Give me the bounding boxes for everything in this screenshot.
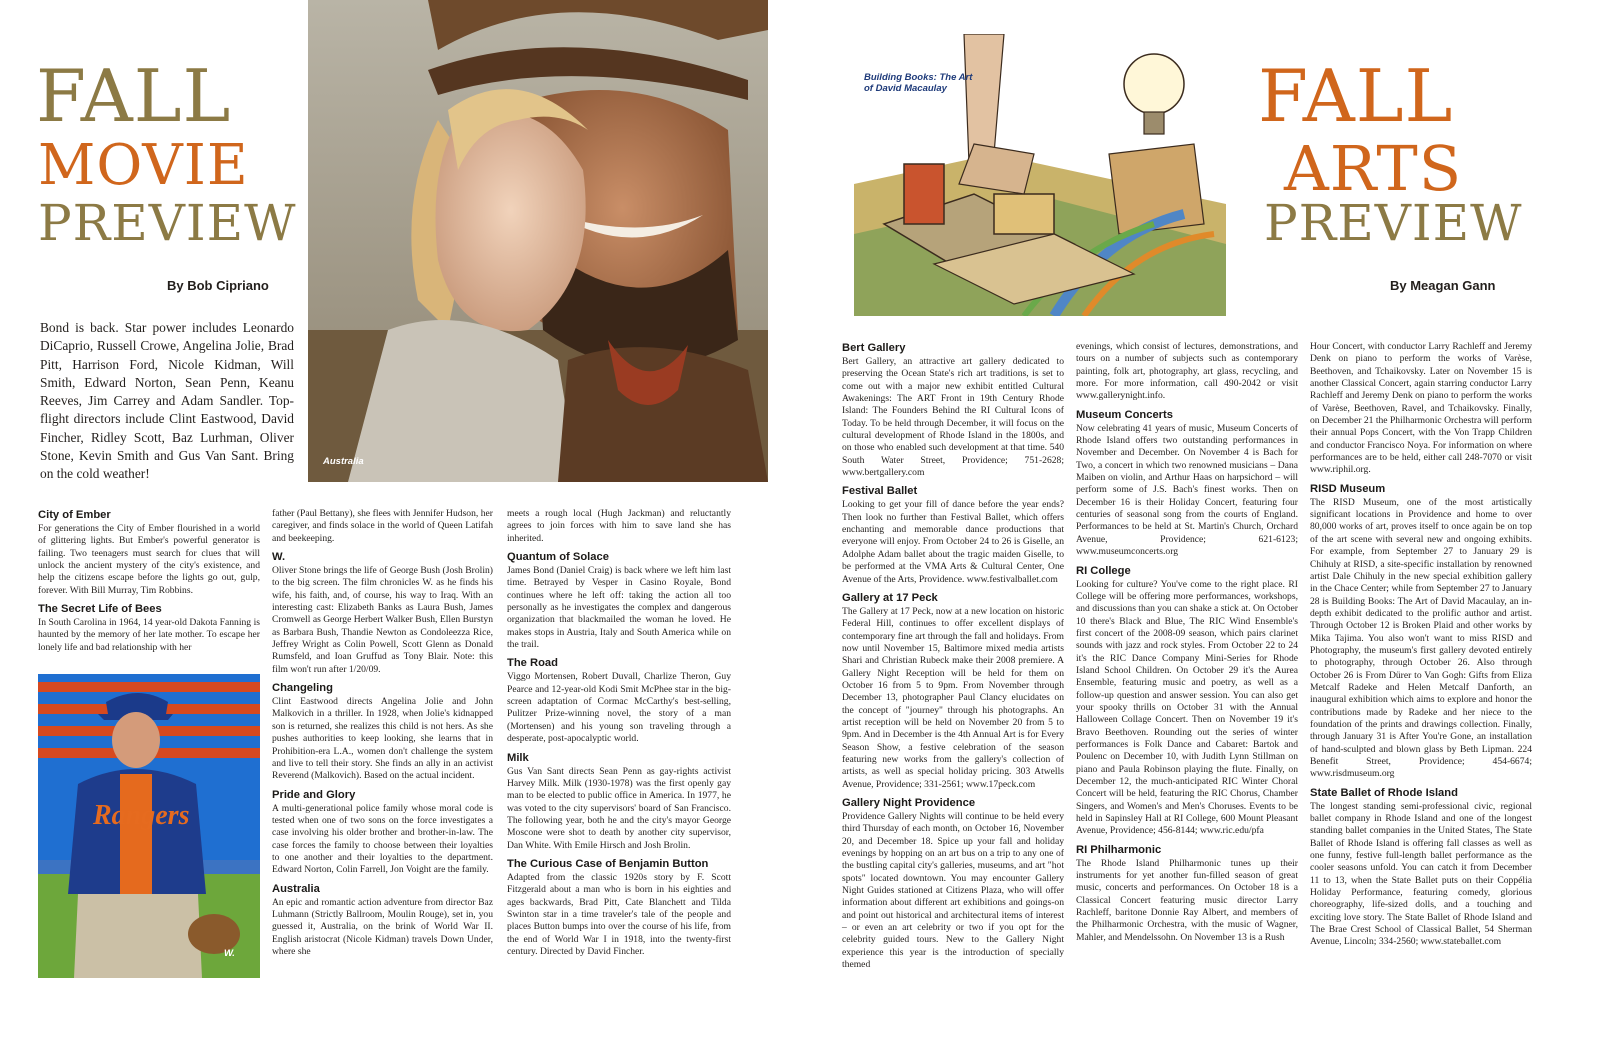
- left-column-1: [38, 508, 260, 654]
- article-body: James Bond (Daniel Craig) is back where we left him last time. Betrayed by Vesper in Casino Royale, Bond continues where he left off: taking the action all too personally as he investigates the complex and dangerous organization that blackmailed the woman he loved. He makes stops in Austria, Italy and South America while on the trail.: [507, 565, 731, 651]
- article-body: Clint Eastwood directs Angelina Jolie and John Malkovich in a thriller. In 1928, when Jolie's kidnapped son is returned, she realizes this child is not hers. As she pushes authorities to keep looking, she learns that in Prohibition-era L.A., women don't challenge the system and live to tell their story. She finds an ally in an activist Reverend (Malkovich). Based on the actual incident.: [272, 696, 493, 782]
- article-heading: Gallery Night Providence: [842, 797, 976, 809]
- australia-photo: [308, 0, 768, 482]
- article-heading: State Ballet of Rhode Island: [1310, 786, 1458, 799]
- article-heading: RISD Museum: [1310, 482, 1386, 495]
- article-heading: Gallery at 17 Peck: [842, 591, 938, 604]
- title-preview: PREVIEW: [38, 194, 297, 252]
- article-heading: Pride and Glory: [272, 788, 356, 801]
- right-column-3: [1310, 341, 1532, 949]
- article-heading: The Secret Life of Bees: [38, 603, 162, 616]
- title-fall: FALL: [36, 54, 232, 138]
- article-body: meets a rough local (Hugh Jackman) and reluctantly agrees to join forces with him to save land she has inherited.: [507, 508, 731, 544]
- left-column-2: [272, 508, 493, 958]
- article-body: Gus Van Sant directs Sean Penn as gay-rights activist Harvey Milk. Milk (1930-1978) was the first openly gay man to be elected to public office in America. In 1977, he was voted to the city supervisors' board of San Francisco. The following year, both he and the city's mayor George Moscone were shot to death by another city supervisor, Dan White. With Emile Hirsch and Josh Brolin.: [507, 765, 731, 851]
- macaulay-illustration: [854, 34, 1226, 316]
- article-body: Adapted from the classic 1920s story by F. Scott Fitzgerald about a man who is born in his eighties and ages backwards, Brad Pitt, Cate Blanchett and Tilda Swinton star in a time traveler's tale of the people and places Button bumps into over the course of his life, from the end of World War I in 1918, into the twenty-first century. Directed by David Fincher.: [507, 871, 731, 957]
- w-photo: [38, 674, 260, 978]
- australia-caption: Australia: [323, 456, 364, 467]
- article-body: Bert Gallery, an attractive art gallery dedicated to preserving the Ocean State's rich art traditions, is set to come out with a major new exhibit entitled Cultural Awakenings: The ART Front in 19th Century Rhode Island: The Founders Behind the RI Cultural Icons of Today. To be held through December, it will focus on the cultural development of Rhode Island in the 1800s, and on those who enabled such development at that time. 540 South Water Street, Providence; 751-2628; www.bertgallery.com: [842, 356, 1064, 479]
- article-heading: Australia: [272, 882, 320, 895]
- australia-photo-image: [308, 0, 768, 482]
- article-body: The longest standing semi-professional civic, regional ballet company in Rhode Island and one of the longest standing ballet companies in the United States, The State Ballet of Rhode Island is offering fall classes as well as one funny, festive full-length ballet performance as the cooler seasons unfold. You can catch it from December 11 to 13, when the State Ballet puts on their Coppélia Holiday Performance, featuring comedy, glorious choreography, life-sized dolls, and a touching and exciting love story. The State Ballet of Rhode Island and The Brae Crest School of Classical Ballet, 54 Sherman Avenue, Lincoln; 334-2560; www.stateballet.com: [1310, 800, 1532, 948]
- article-body: Looking to get your fill of dance before the year ends? Then look no further than Festival Ballet, which offers enchanting and memorable dance productions that everyone will enjoy. From October 24 to 26 is Giselle, an Adolphe Adam ballet about the tragic maiden Giselle, to be performed at the VMA Arts & Cultural Center, One Avenue of the Arts, Providence. www.festivalballet.com: [842, 499, 1064, 585]
- illustration-caption: Building Books: The Art of David Macaulay: [864, 72, 973, 94]
- article-body: An epic and romantic action adventure from director Baz Luhmann (Strictly Ballroom, Moulin Rouge), set in, you guessed it, Australia, on the brink of World War II. English aristocrat (Nicole Kidman) travels Down Under, where she: [272, 896, 493, 957]
- article-body: evenings, which consist of lectures, demonstrations, and tours on a number of subjects such as contemporary painting, folk art, photography, art glass, recycling, and more. For more information, call 490-2042 or visit www.gallerynight.info.: [1076, 341, 1298, 402]
- article-body: Now celebrating 41 years of music, Museum Concerts of Rhode Island offers two outstanding performances in November and December. On November 4 is Bach for Two, a concert in which two renowned musicians – Dana Maiben on violin, and Arthur Haas on harpsichord – will perform some of J.S. Bach's finest works. Then on December 16 is their Holiday Concert, featuring four centuries of seasonal song from the courts of England. Performances to be held at St. Martin's Church, Orchard Avenue, Providence; 621-6123; www.museumconcerts.org: [1076, 422, 1298, 558]
- right-page: [800, 0, 1600, 1057]
- article-heading: RI College: [1076, 564, 1131, 577]
- byline: By Meagan Gann: [1390, 278, 1496, 293]
- article-heading: RI Philharmonic: [1076, 843, 1162, 856]
- svg-text:Rangers: Rangers: [93, 800, 190, 831]
- article-body: Hour Concert, with conductor Larry Rachleff and Jeremy Denk on piano to perform the works of Varèse, Beethoven, and Tchaikovsky. Later on November 15 is another Classical Concert, again starring conductor Larry Rachleff and Jeremy Denk on piano to perform the works of Varèse, Beethoven, Ravel, and Tchaikovsky. Finally, on December 21 the Philharmonic Orchestra will perform their annual Pops Concert, with the Von Trapp Children and conductor Francisco Noya. For information on where performances are to be held, either call 248-7070 or visit www.riphil.org.: [1310, 341, 1532, 476]
- article-heading: Bert Gallery: [842, 342, 906, 354]
- article-heading: The Road: [507, 657, 558, 670]
- title-arts: ARTS: [1284, 132, 1463, 205]
- article-body: For generations the City of Ember flourished in a world of glittering lights. But Ember's powerful generator is failing. Two teenagers must search for clues that will unlock the ancient mystery of the city's existence, and help the citizens escape before the lights go out, gulp, forever. With Bill Murray, Tim Robbins.: [38, 523, 260, 596]
- title-preview: PREVIEW: [1264, 194, 1523, 252]
- title-movie: MOVIE: [38, 133, 249, 198]
- article-body: Oliver Stone brings the life of George Bush (Josh Brolin) to the big screen. The film chronicles W. as he finds his wife, his faith, and, of course, his way to Iraq. With an interesting cast: Elizabeth Banks as Laura Bush, James Cromwell as George Herbert Walker Bush, Ellen Burstyn as Barbara Bush, Thandie Newton as Condoleezza Rice, Jeffrey Wright as Colin Powell, Scott Glenn as Donald Rumsfeld, and Ioan Gruffud as Tony Blair. Note: this film won't run after 1/20/09.: [272, 565, 493, 675]
- article-body: Looking for culture? You've come to the right place. RI College will be offering more performances, workshops, and discussions than you can shake a stick at. On October 10 there's Black and Blue, The RIC Wind Ensemble's first concert of the 2008-09 season, which pairs clarinet sounds with jazz and rock styles. From October 22 to 24 it's the RIC Dance Company Mini-Series for Rhode Island School Children. On October 29 it's the Aurea Ensemble, featuring music and poetry, as well as a follow-up question and answer session. You can also get your spooky thrills on October 31 with the Annual Halloween Collage Concert. Then on November 19 it's Bravo Beethoven. Rounding out the series of winter performances is Folk Dance and Cabaret: Bartok and Poulenc on December 10, with Judith Lynn Stillman on piano and Paula Robinson playing the flute. Finally, on December 12, the much-anticipated RIC Winter Choral Concert will be held, featuring the RIC Chorus, Chamber Singers, and Women's and Men's Choruses. Events to be held in Sapinsley Hall at RI College, 600 Mount Pleasant Avenue, Providence; 456-8144; www.ric.edu/pfa: [1076, 578, 1298, 837]
- article-body: Viggo Mortensen, Robert Duvall, Charlize Theron, Guy Pearce and 12-year-old Kodi Smit McPhee star in the big-screen adaptation of Cormac McCarthy's best-selling, Pulitzer Prize-winning novel, the story of a man (Mortensen) and his young son traveling through a desperate, post-apocalyptic world.: [507, 671, 731, 745]
- article-body: The RISD Museum, one of the most artistically significant locations in Providence and home to over 80,000 works of art, proves itself to once again be on top of the art scene with several new and ongoing exhibits. For example, from September 27 to January 29 is Chihuly at RISD, a site-specific installation by renowned artist Dale Chihuly in the new special exhibition gallery in the Chace Center; while from September 27 to January 28 is Building Books: The Art of David Macaulay, an in-depth exhibit dedicated to the prolific author and artist. Through October 12 is Broken Plaid and other works by Mika Tajima. You also won't want to miss RISD and Photography, the museum's first gallery devoted entirely to photography, through October 26. Also through October 26 is From Dürer to Van Gogh: Gifts from Eliza Metcalf Radeke and Helen Metcalf Danforth, an inaugural exhibition which aims to explore and honor the contributions made by Radeke and her niece to the foundation of the prints and drawings collection. Finally, through January 31 is After You're Gone, an installation of hand-sculpted and blown glass by Beth Lipman. 224 Benefit Street, Providence; 454-6674; www.risdmuseum.org: [1310, 496, 1532, 780]
- right-column-1: [842, 341, 1064, 971]
- byline: By Bob Cipriano: [167, 278, 269, 293]
- article-body: Providence Gallery Nights will continue to be held every third Thursday of each month, on October 16, November 20, and December 18. Spice up your fall and holiday evenings by hopping on an art bus on a trip to any one of the bustling capital city's galleries, museums, and art "hot spots" located downtown. You may encounter Gallery Night Guides stationed at Citizens Plaza, who will offer information about different art exhibitions and goings-on and point out historical and architectural items of interest – or even an art celebrity or two if you opt for the celebrity guided tours. New to the Gallery Night experience this year is the introduction of specially themed: [842, 811, 1064, 971]
- article-heading: Museum Concerts: [1076, 408, 1173, 421]
- article-body: The Rhode Island Philharmonic tunes up their instruments for yet another fun-filled season of great music, concerts and performances. On October 18 is a Classical Concert featuring music director Larry Rachleff, baritone Donnie Ray Albert, and members of the Philharmonic Orchestra, with the music of Wagner, Mahler, and Mendelssohn. On November 13 is a Rush: [1076, 857, 1298, 943]
- w-caption: W.: [224, 948, 235, 959]
- article-body: father (Paul Bettany), she flees with Jennifer Hudson, her caregiver, and finds solace in the world of Queen Latifah and beekeeping.: [272, 508, 493, 544]
- article-heading: Milk: [507, 751, 529, 764]
- article-heading: The Curious Case of Benjamin Button: [507, 857, 709, 870]
- article-heading: W.: [272, 551, 286, 564]
- article-heading: Changeling: [272, 682, 333, 695]
- intro-paragraph: Bond is back. Star power includes Leonardo DiCaprio, Russell Crowe, Angelina Jolie, Brad Pitt, Harrison Ford, Nicole Kidman, Will Smith, Edward Norton, Sean Penn, Keanu Reeves, Jim Carrey and Adam Sandler. Top-flight directors include Clint Eastwood, David Fincher, Ridley Scott, Baz Lurhman, Oliver Stone, Kevin Smith and Gus Van Sant. Bring on the cold weather!: [40, 320, 294, 482]
- title-fall: FALL: [1258, 54, 1454, 138]
- left-column-3: [507, 508, 731, 958]
- article-heading: City of Ember: [38, 509, 111, 521]
- article-body: A multi-generational police family whose moral code is tested when one of two sons on the force investigates a case involving his older brother and brother-in-law. The case forces the family to choose between their loyalties to one another and their loyalties to the department. Edward Norton, Colin Farrell, Jon Voight are the family.: [272, 802, 493, 876]
- article-body: The Gallery at 17 Peck, now at a new location on historic Federal Hill, continues to offer excellent displays of contemporary fine art through the fall and holidays. From now until November 15, Baltimore mixed media artists Shari and Christian Rubeck make their 2008 premiere. A Gallery Night Reception will be held for them on October 16 from 5 to 9pm. From November through December 13, photographer Paul Clancy elucidates on the concept of "journey" through his photographs. An artist reception will be held on November 20 from 5 to 9pm. And in December is the 4th Annual Art is for Every Season Show, a festive celebration of the season featuring new works from the gallery's collection of artists, as well as special holiday pricing. 303 Atwells Avenue, Providence; 331-2561; www.17peck.com: [842, 605, 1064, 790]
- article-heading: Festival Ballet: [842, 485, 918, 498]
- article-body: In South Carolina in 1964, 14 year-old Dakota Fanning is haunted by the memory of her late mother. To escape her lonely life and bad relationship with her: [38, 617, 260, 653]
- w-photo-image: [38, 674, 260, 978]
- article-heading: Quantum of Solace: [507, 551, 609, 564]
- right-column-2: [1076, 341, 1298, 944]
